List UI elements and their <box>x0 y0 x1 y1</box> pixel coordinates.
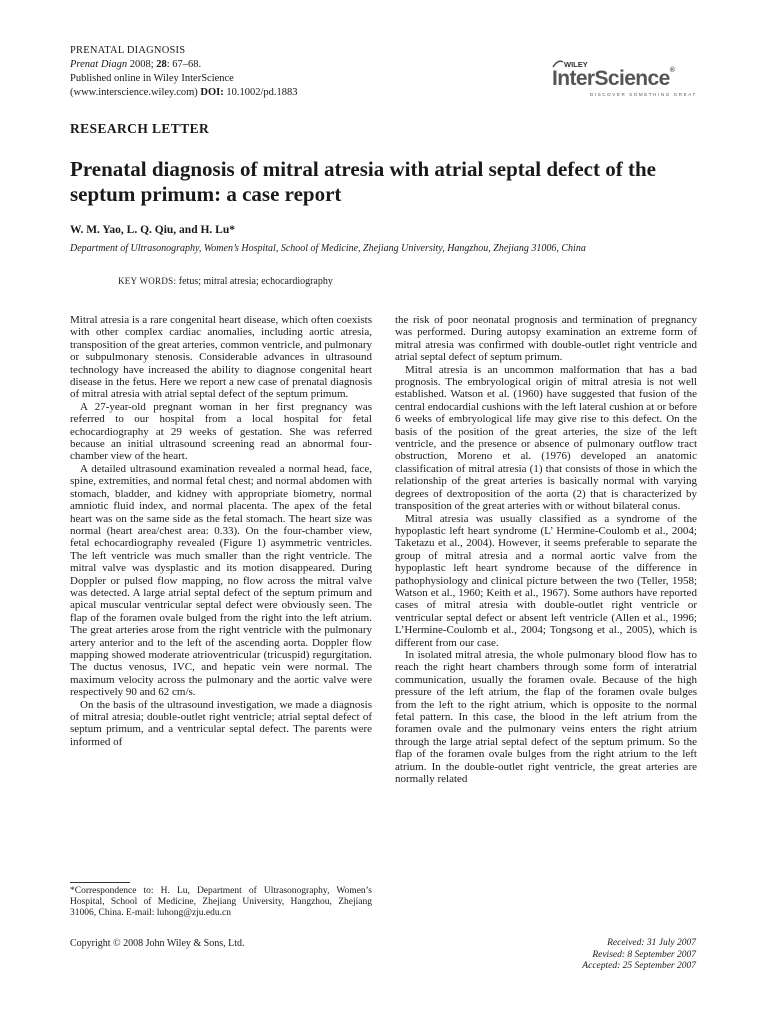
journal-header <box>70 44 298 100</box>
doi-label: DOI: <box>200 87 224 98</box>
journal-year: 2008; <box>129 59 154 70</box>
journal-pages: : 67–68. <box>166 59 202 70</box>
paragraph: A detailed ultrasound examination revealed a normal head, face, spine, extremities, and normal fetal chest; and normal abdomen with stomach, bladder, and kidney with appropriate biometry, normal amniotic fluid index, and normal placenta. The apex of the fetal heart was on the same side as the fetal stomach. The heart size was normal (heart area/chest area: 0.33). On the four-chamber view, fetal echocardiography revealed (Figure 1) asymmetric ventricles. The left ventricle was much smaller than the right ventricle. The mitral valve was dysplastic and its motion disappeared. During Doppler or pulsed flow mapping, no flow across the mitral valve was detected. A large atrial septal defect of the septum primum and apical muscular ventricular septal defect were obviously seen. The flap of the foramen ovale bulged from the right into the left atrium. The great arteries arose from the right ventricle with the pulmonary artery anterior and to the left of the ascending aorta. Doppler flow mapping showed moderate atrioventricular (tricuspid) regurgitation. The ductus venosus, IVC, and hepatic vein were normal. The maximum velocity across the pulmonary and the aortic valve were respectively 90 and 62 cm/s. <box>70 462 372 699</box>
date-accepted: Accepted: 25 September 2007 <box>582 961 696 971</box>
body-column-right <box>395 314 697 785</box>
article-title: Prenatal diagnosis of mitral atresia with atrial septal defect of the septum primum: a case report <box>70 157 656 206</box>
logo-interscience <box>552 67 674 91</box>
interscience-logo <box>552 60 698 110</box>
logo-wiley: WILEY <box>564 60 588 69</box>
journal-citation <box>70 58 298 72</box>
doi-value[interactable]: 10.1002/pd.1883 <box>226 87 298 98</box>
paragraph: Mitral atresia was usually classified as a syndrome of the hypoplastic left heart syndrome (L’ Hermine-Coulomb et al., 2004; Taketazu et al., 2004). However, it seems preferable to separate the group of mitral atresia and a normal aortic valve from the hypoplastic left heart syndrome because of the difference in pathophysiology and clinical picture between the two (Teller, 1958; Watson et al., 1960; Keith et al., 1967). Some authors have reported cases of mitral atresia with double-outlet right ventricle or ventricular septal defect or absent left ventricle (Allen et al., 1996; L’Hermine-Coulomb et al., 2004; Tongsong et al., 2005), which is different from our case. <box>395 512 697 649</box>
journal-volume: 28 <box>156 59 167 70</box>
copyright: Copyright © 2008 John Wiley & Sons, Ltd. <box>70 938 245 949</box>
date-received: Received: 31 July 2007 <box>607 938 696 948</box>
paragraph: A 27-year-old pregnant woman in her first pregnancy was referred to our hospital from a local hospital for fetal echocardiography at 29 weeks of gestation. She was referred because an initial ultrasound screening read an abnormal four-chamber view of the heart. <box>70 400 372 463</box>
authors: W. M. Yao, L. Q. Qiu, and H. Lu* <box>70 224 235 236</box>
paragraph: On the basis of the ultrasound investigation, we made a diagnosis of mitral atresia; double-outlet right ventricle; atrial septal defect of septum primum, and a ventricular septal defect. The parents were informed of <box>70 698 372 748</box>
journal-abbrev: Prenat Diagn <box>70 59 128 70</box>
keywords-label: KEY WORDS: <box>118 276 177 286</box>
logo-interscience-text: InterScience <box>552 67 670 90</box>
date-revised: Revised: 8 September 2007 <box>592 949 696 960</box>
journal-name: PRENATAL DIAGNOSIS <box>70 45 186 56</box>
keywords-value: fetus; mitral atresia; echocardiography <box>178 276 333 287</box>
footnote-divider <box>70 882 130 883</box>
journal-website-link[interactable]: (www.interscience.wiley.com) <box>70 87 198 98</box>
section-label: RESEARCH LETTER <box>70 121 210 136</box>
affiliation: Department of Ultrasonography, Women’s Hospital, School of Medicine, Zhejiang University, Hangzhou, Zhejiang 31006, China <box>70 243 586 254</box>
logo-tagline: DISCOVER SOMETHING GREAT <box>590 92 697 97</box>
correspondence-footnote: *Correspondence to: H. Lu, Department of Ultrasonography, Women’s Hospital, School of Medicine, Zhejiang University, Hangzhou, Zhejiang 31006, China. E-mail: luhong@zju.edu.cn <box>70 886 372 918</box>
paragraph: the risk of poor neonatal prognosis and termination of pregnancy was performed. During autopsy examination an extreme form of mitral atresia was confirmed with double-outlet right ventricle and atrial septal defect of septum primum. <box>395 314 697 364</box>
keywords <box>118 276 333 287</box>
paragraph: In isolated mitral atresia, the whole pulmonary blood flow has to reach the right heart chambers through some form of interatrial communication, usually the foramen ovale. Because of the high pressure of the left atrium, the flap of the foramen ovale bulges from the left to the right atrium, which is opposite to the normal fetal pattern. In this case, the blood in the left atrium from the foramen ovale and the pulmonary veins enters the right atrium through the large atrial septal defect of the septum primum. So the flap of the foramen ovale bulges from the right atrium to the left atrium. In the double-outlet right ventricle, the great arteries are normally related <box>395 648 697 786</box>
body-column-left <box>70 314 372 748</box>
registered-mark-icon: ® <box>669 67 675 74</box>
article-dates <box>582 938 696 973</box>
journal-doi-line <box>70 86 298 100</box>
paragraph: Mitral atresia is an uncommon malformation that has a bad prognosis. The embryological origin of mitral atresia is not well established. Watson et al. (1960) have suggested that fusion of the central endocardial cushions with the left lateral cushion at or before 6 weeks of embryological life may give rise to this defect. On the basis of the position of the great arteries, the size of the left ventricle, and the presence or absence of pulmonary outflow tract obstruction, Moreno et al. (1976) developed an anatomic classification of mitral atresia (1) that consists of those in which the relationship of the great arteries is basically normal with varying degrees of dextroposition of the aorta (2) that is characterized by transposition of the great arteries with or without bilateral conus. <box>395 363 697 513</box>
journal-published: Published online in Wiley InterScience <box>70 73 234 84</box>
paragraph: Mitral atresia is a rare congenital heart disease, which often coexists with other complex cardiac anomalies, including aortic atresia, transposition of the great arteries, common ventricle, and pulmonary or subpulmonary stenosis. Considerable advances in ultrasound technology have increased the ability to diagnose congenital heart disease in the fetus. Here we report a new case of prenatal diagnosis of mitral atresia with atrial septal defect of the septum primum. <box>70 314 372 401</box>
